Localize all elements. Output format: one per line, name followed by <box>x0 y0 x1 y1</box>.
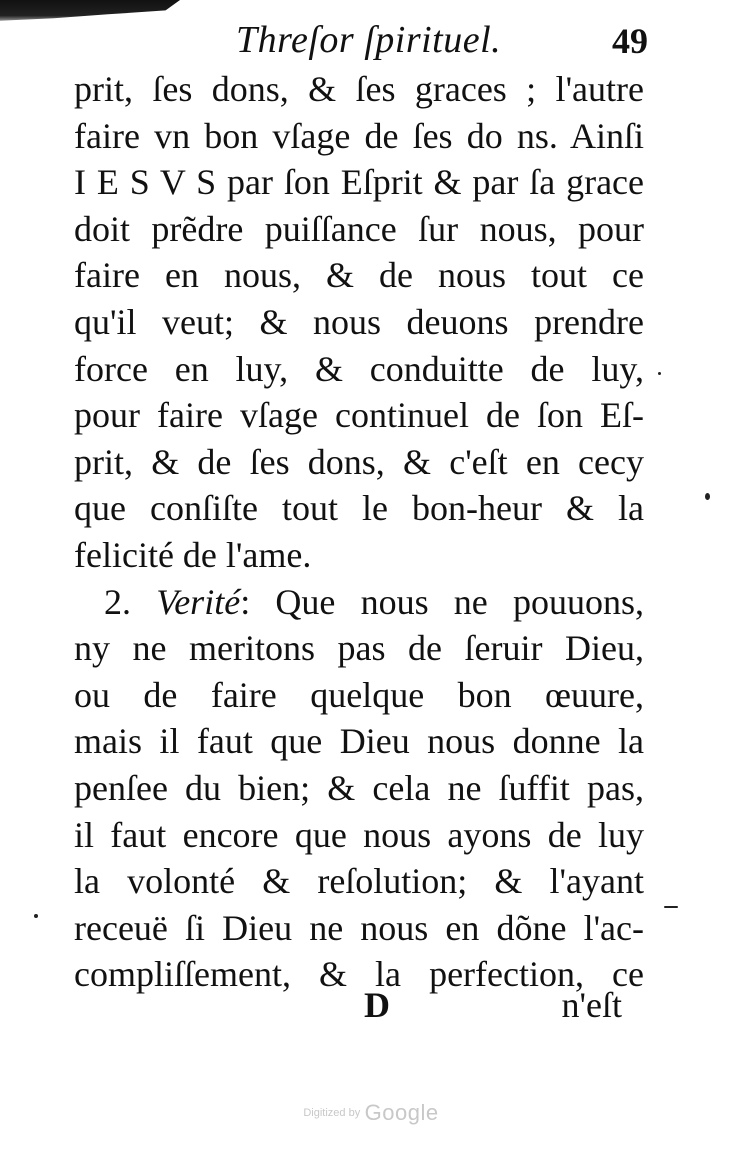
text-line: pour faire vſage continuel de ſon Eſ- <box>74 395 644 436</box>
body-text <box>74 66 644 998</box>
text-line: faire en nous, & de nous tout ce <box>74 255 644 296</box>
running-title: Threſor ſpirituel. <box>236 19 502 61</box>
verite-text: Que nous ne pouuons, <box>275 581 644 622</box>
text-line: force en luy, & conduitte de luy, <box>74 348 644 389</box>
verite-line <box>74 579 644 626</box>
ink-speck <box>705 493 710 500</box>
text-line: mais il faut que Dieu nous donne la <box>74 721 644 762</box>
text-line: faire vn bon vſage de ſes do ns. Ainſi <box>74 115 644 156</box>
text-line: penſee du bien; & cela ne ſuffit pas, <box>74 767 644 808</box>
signature-mark: D <box>364 985 390 1025</box>
text-line: il faut encore que nous ayons de luy <box>74 814 644 855</box>
text-line: que conſiſte tout le bon-heur & la <box>74 488 644 529</box>
verite-number: 2. <box>104 581 131 622</box>
text-line: ny ne meritons pas de ſeruir Dieu, <box>74 628 644 669</box>
text-line: qu'il veut; & nous deuons prendre <box>74 301 644 342</box>
digitization-watermark <box>0 1100 742 1126</box>
text-line: prit, & de ſes dons, & c'eſt en cecy <box>74 441 644 482</box>
verite-colon: : <box>240 581 251 622</box>
catchword: n'eſt <box>561 985 622 1025</box>
watermark-prefix: Digitized by <box>303 1107 361 1119</box>
page-footer <box>74 982 644 1028</box>
ink-speck <box>664 906 678 908</box>
text-line: doit prẽdre puiſſance ſur nous, pour <box>74 208 644 249</box>
text-line: prit, ſes dons, & ſes graces ; l'autre <box>74 69 644 109</box>
text-line: felicité de l'ame. <box>74 534 312 575</box>
text-line: ou de faire quelque bon œuure, <box>74 674 644 715</box>
page-header <box>76 14 656 70</box>
text-line: la volonté & reſolution; & l'ayant <box>74 861 644 902</box>
ink-speck <box>658 372 661 375</box>
google-logo: Google <box>364 1100 439 1125</box>
text-line: receuë ſi Dieu ne nous en dõne l'ac- <box>74 907 644 948</box>
text-line: compliſſement, & la perfection, ce <box>74 954 644 995</box>
ink-speck <box>34 914 38 918</box>
verite-label: Verité <box>156 581 241 622</box>
text-line: I E S V S par ſon Eſprit & par ſa grace <box>74 162 644 203</box>
page-number: 49 <box>612 21 648 61</box>
